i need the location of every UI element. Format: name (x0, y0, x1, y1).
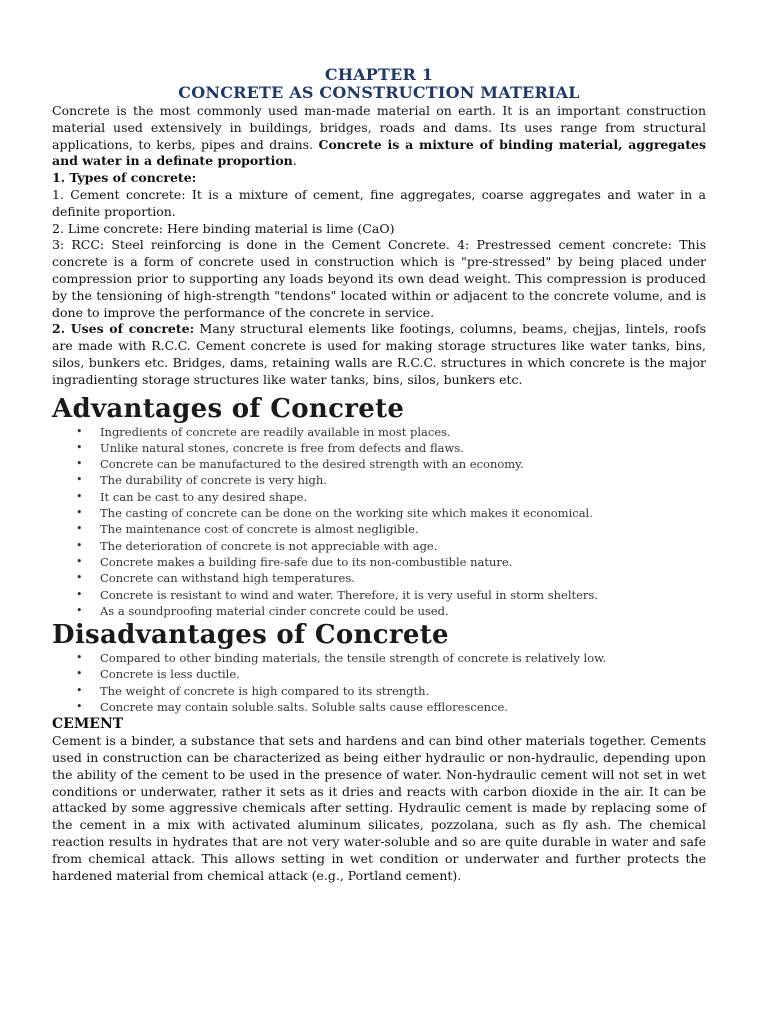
uses-text: Many structural elements like footings, columns, beams, chejjas, lintels, roofs are made with R.C.C. Cement concrete is used for making storage structures like water tanks, bins, silos, bunkers etc. Bridges, dams, retaining walls are R.C.C. structures in which concrete is the major ingradienting storage structures like water tanks, bins, silos, bunkers etc. (52, 321, 707, 387)
list-item: • Concrete is less ductile. (76, 667, 240, 682)
list-item: • The weight of concrete is high compared to its strength. (76, 683, 430, 698)
bullet-icon: • (76, 473, 83, 487)
list-item: • Unlike natural stones, concrete is free from defects and flaws. (76, 440, 464, 455)
bullet-icon: • (76, 667, 83, 681)
bullet-icon: • (76, 571, 83, 585)
advantages-title: Advantages of Concrete (52, 393, 405, 424)
type-item: 2. Lime concrete: Here binding material is lime (CaO) (52, 220, 395, 236)
list-item: • Concrete is resistant to wind and water. Therefore, it is very useful in storm shelters. (76, 587, 598, 602)
chapter-number: CHAPTER 1 (324, 65, 434, 84)
bullet-icon: • (76, 522, 83, 536)
type-item: 1. Cement concrete: It is a mixture of cement, fine aggregates, coarse aggregates and water in a definite proportion. (52, 186, 706, 219)
cement-paragraph: Cement is a binder, a substance that sets and hardens and can bind other materials together. Cements used in construction can be characterized as being either hydraulic or non-hydraulic, depending upon the ability of the cement to be used in the presence of water. Non-hydraulic cement will not set in wet conditions or underwater, rather it sets as it dries and reacts with carbon dioxide in the air. It can be attacked by some aggressive chemicals after setting. Hydraulic cement is made by replacing some of the cement in a mix with activated aluminum silicates, pozzolana, such as fly ash. The chemical reaction results in hydrates that are not very water-soluble and so are quite durable in water and safe from chemical attack. This allows setting in wet condition or underwater and further protects the hardened material from chemical attack (e.g., Portland cement). (52, 733, 706, 883)
uses-paragraph (52, 321, 706, 388)
bullet-icon: • (76, 506, 83, 520)
list-item: • As a soundproofing material cinder concrete could be used. (76, 603, 449, 618)
list-item: • Concrete can withstand high temperatures. (76, 571, 355, 586)
bullet-icon: • (76, 457, 83, 471)
bullet-icon: • (76, 554, 83, 568)
chapter-heading (52, 66, 706, 102)
intro-text: Concrete is the most commonly used man-made material on earth. It is an important construction material used extensively in buildings, bridges, roads and dams. Its uses range from structural applications, to kerbs, pipes and drains. (52, 103, 706, 152)
list-item: • The maintenance cost of concrete is almost negligible. (76, 522, 419, 537)
list-item: • It can be cast to any desired shape. (76, 489, 308, 504)
list-item: • The deterioration of concrete is not appreciable with age. (76, 538, 438, 553)
types-heading: 1. Types of concrete: (52, 170, 197, 186)
bullet-icon: • (76, 424, 83, 438)
disadvantages-list (52, 650, 706, 715)
bullet-icon: • (76, 700, 83, 713)
bullet-icon: • (76, 683, 83, 697)
intro-paragraph (52, 103, 706, 170)
list-item: • The casting of concrete can be done on the working site which makes it economical. (76, 506, 593, 521)
intro-definition: Concrete is a mixture of binding material, aggregates and water in a definate proportion (52, 136, 706, 169)
intro-end: . (292, 153, 297, 169)
list-item: • Concrete can be manufactured to the desired strength with an economy. (76, 457, 524, 472)
advantages-list (52, 424, 706, 620)
cement-heading: CEMENT (52, 716, 124, 733)
bullet-icon: • (76, 538, 83, 552)
bullet-icon: • (76, 587, 83, 601)
uses-heading: 2. Uses of concrete: (52, 321, 195, 337)
bullet-icon: • (76, 440, 83, 454)
type-item: 3: RCC: Steel reinforcing is done in the Cement Concrete. 4: Prestressed cement concrete: This concrete is a form of concrete used in construction which is "pre-stressed" by being placed under compression prior to supporting any loads beyond its own dead weight. This compression is produced by the tensioning of high-strength "tendons" located within or adjacent to the concrete volume, and is done to improve the performance of the concrete in service. (52, 237, 706, 320)
bullet-icon: • (76, 603, 83, 617)
bullet-icon: • (76, 489, 83, 503)
document-page (52, 66, 706, 884)
list-item: • The durability of concrete is very high. (76, 473, 327, 488)
list-item: • Ingredients of concrete are readily available in most places. (76, 424, 451, 439)
bullet-icon: • (76, 651, 83, 665)
list-item: • Concrete may contain soluble salts. Soluble salts cause efflorescence. (76, 700, 508, 714)
chapter-title: CONCRETE AS CONSTRUCTION MATERIAL (178, 83, 580, 102)
disadvantages-title: Disadvantages of Concrete (52, 620, 449, 651)
list-item: • Concrete makes a building fire-safe due to its non-combustible nature. (76, 554, 513, 569)
list-item: • Compared to other binding materials, the tensile strength of concrete is relatively low. (76, 651, 607, 666)
